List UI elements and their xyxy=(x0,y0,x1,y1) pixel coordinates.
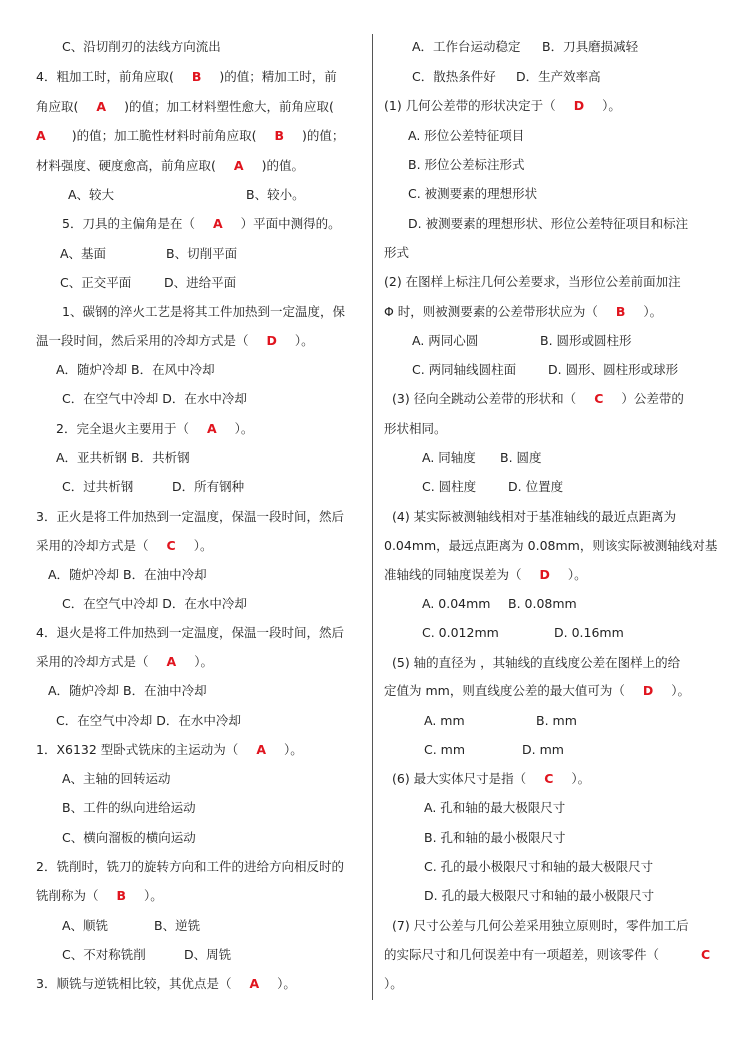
question-text: (7) 尺寸公差与几何公差采用独立原则时，零件加工后 xyxy=(392,918,689,933)
question-text: D. 圆形、圆柱形或球形 xyxy=(548,362,679,377)
question-text: 1、碳钢的淬火工艺是将其工件加热到一定温度，保 xyxy=(62,304,345,319)
question-text: ）。 xyxy=(571,771,591,786)
left-line xyxy=(56,450,190,466)
question-text: A．随炉冷却 B．在风中冷却 xyxy=(56,362,215,377)
right-line xyxy=(384,304,662,320)
answer-mark: A xyxy=(233,158,244,173)
question-text: B、工件的纵向进给运动 xyxy=(62,800,196,815)
left-line xyxy=(36,128,344,144)
right-line xyxy=(408,216,688,232)
right-line xyxy=(422,596,577,612)
question-text: A. 两同心圆 xyxy=(412,333,479,348)
question-text: ）。 xyxy=(194,654,213,669)
question-text: D. mm xyxy=(522,742,564,757)
question-text: D、进给平面 xyxy=(164,275,237,290)
left-line xyxy=(62,596,247,612)
question-text: (2) 在图样上标注几何公差要求，当形位公差前面加注 xyxy=(384,274,681,289)
question-text: C、正交平面 xyxy=(60,275,132,290)
question-text: ）。 xyxy=(384,976,403,991)
question-text: B、逆铣 xyxy=(154,918,201,933)
right-line xyxy=(392,771,590,787)
question-text: B. 圆形或圆柱形 xyxy=(540,333,632,348)
right-line xyxy=(412,69,601,85)
left-line xyxy=(62,918,201,934)
question-text: C、沿切削刃的法线方向流出 xyxy=(62,39,221,54)
question-text: 角应取( xyxy=(36,99,79,114)
question-text: 的实际尺寸和几何误差中有一项超差，则该零件（ xyxy=(384,947,660,962)
question-text: C、不对称铣削 xyxy=(62,947,146,962)
question-text: 形状相同。 xyxy=(384,421,447,436)
left-line xyxy=(36,888,163,904)
left-line xyxy=(36,742,303,758)
question-text: 采用的冷却方式是（ xyxy=(36,654,149,669)
question-text: D. 0.16mm xyxy=(554,625,624,640)
answer-mark: B xyxy=(116,888,127,903)
question-text: (3) 径向全跳动公差带的形状和（ xyxy=(392,391,577,406)
right-line xyxy=(412,362,679,378)
question-text: C．在空气中冷却 D．在水中冷却 xyxy=(62,596,247,611)
question-text: C. 圆柱度 xyxy=(422,479,477,494)
question-text: 3．正火是将工件加热到一定温度，保温一段时间，然后 xyxy=(36,509,344,524)
answer-mark: A xyxy=(212,216,223,231)
column-divider xyxy=(372,34,373,1000)
right-line xyxy=(384,976,403,992)
left-line xyxy=(62,304,345,320)
question-text: Φ 时，则被测要素的公差带形状应为（ xyxy=(384,304,598,319)
right-line xyxy=(384,947,711,963)
question-text: ）。 xyxy=(567,567,587,582)
question-text: A．随炉冷却 B．在油中冷却 xyxy=(48,567,207,582)
question-text: B. mm xyxy=(536,713,577,728)
question-text: B. 0.08mm xyxy=(508,596,577,611)
answer-mark: A xyxy=(96,99,107,114)
right-line xyxy=(412,333,632,349)
answer-mark: D xyxy=(573,98,585,113)
question-text: C. 0.012mm xyxy=(422,625,499,640)
question-text: 5．刀具的主偏角是在（ xyxy=(62,216,195,231)
answer-mark: D xyxy=(266,333,277,348)
question-text: 2．铣削时，铣刀的旋转方向和工件的进给方向相反时的 xyxy=(36,859,344,874)
right-line xyxy=(424,742,564,758)
question-text: 定值为 mm，则直线度公差的最大值可为（ xyxy=(384,683,625,698)
question-text: A. 形位公差特征项目 xyxy=(408,128,525,143)
right-line xyxy=(408,128,524,144)
left-line xyxy=(62,39,221,55)
question-text: A、基面 xyxy=(60,246,107,261)
left-line xyxy=(36,99,334,115)
question-text: B. 形位公差标注形式 xyxy=(408,157,525,172)
left-line xyxy=(60,246,238,262)
question-text: 1．X6132 型卧式铣床的主运动为（ xyxy=(36,742,239,757)
right-line xyxy=(424,859,653,875)
left-line xyxy=(56,421,253,437)
left-line xyxy=(56,362,215,378)
left-line xyxy=(62,216,341,232)
question-text: 准轴线的同轴度误差为（ xyxy=(384,567,522,582)
right-line xyxy=(422,479,564,495)
answer-mark: D xyxy=(642,683,654,698)
question-text: A、顺铣 xyxy=(62,918,109,933)
right-line xyxy=(384,274,681,290)
question-text: (6) 最大实体尺寸是指（ xyxy=(392,771,527,786)
answer-mark: D xyxy=(539,567,550,582)
question-text: C. 被测要素的理想形状 xyxy=(408,186,538,201)
right-line xyxy=(384,683,690,699)
right-line xyxy=(392,918,689,934)
answer-mark: B xyxy=(191,69,202,84)
left-line xyxy=(48,683,207,699)
question-text: D. 被测要素的理想形状、形位公差特征项目和标注 xyxy=(408,216,689,231)
question-text: ）。 xyxy=(144,888,163,903)
right-line xyxy=(424,800,565,816)
answer-mark: C xyxy=(166,538,176,553)
left-line xyxy=(36,509,344,525)
question-text: 2．完全退火主要用于（ xyxy=(56,421,189,436)
right-line xyxy=(424,888,654,904)
question-text: C、横向溜板的横向运动 xyxy=(62,830,196,845)
answer-mark: A xyxy=(256,742,266,757)
question-text: A. 孔和轴的最大极限尺寸 xyxy=(424,800,566,815)
right-line xyxy=(412,39,639,55)
right-line xyxy=(384,567,587,583)
right-line xyxy=(392,655,680,671)
question-text: B、较小。 xyxy=(246,187,305,202)
question-text: )的值；精加工时，前 xyxy=(219,69,337,84)
question-text: ）平面中测得的。 xyxy=(240,216,341,231)
right-line xyxy=(384,98,621,114)
question-text: D. 位置度 xyxy=(508,479,564,494)
left-line xyxy=(36,538,212,554)
question-text: (5) 轴的直径为 ，其轴线的直线度公差在图样上的给 xyxy=(392,655,681,670)
question-text: A. 0.04mm xyxy=(422,596,491,611)
left-line xyxy=(62,771,171,787)
question-text: (4) 某实际被测轴线相对于基准轴线的最近点距离为 xyxy=(392,509,677,524)
question-text: A. 同轴度 xyxy=(422,450,476,465)
left-line xyxy=(68,187,305,203)
question-text: ）公差带的 xyxy=(621,391,684,406)
question-text: )的值； xyxy=(301,128,345,143)
left-line xyxy=(56,713,241,729)
answer-mark: C xyxy=(701,947,711,962)
question-text: ）。 xyxy=(294,333,314,348)
left-line xyxy=(62,800,196,816)
left-line xyxy=(62,830,196,846)
question-text: ）。 xyxy=(193,538,213,553)
question-text: ）。 xyxy=(671,683,690,698)
question-text: )的值。 xyxy=(261,158,304,173)
question-text: C. 孔的最小极限尺寸和轴的最大极限尺寸 xyxy=(424,859,654,874)
question-text: 3．顺铣与逆铣相比较，其优点是（ xyxy=(36,976,232,991)
left-line xyxy=(62,947,232,963)
question-text: ）。 xyxy=(234,421,254,436)
question-text: ）。 xyxy=(602,98,621,113)
question-text: 温一段时间，然后采用的冷却方式是（ xyxy=(36,333,249,348)
answer-mark: A xyxy=(249,976,260,991)
left-line xyxy=(36,333,314,349)
question-text: C. mm xyxy=(424,742,466,757)
answer-mark: C xyxy=(544,771,554,786)
question-text: A．亚共析钢 B．共析钢 xyxy=(56,450,190,465)
question-text: C．过共析钢 xyxy=(62,479,134,494)
right-line xyxy=(408,186,537,202)
question-text: 0.04mm，最远点距离为 0.08mm，则该实际被测轴线对基 xyxy=(384,538,718,553)
left-line xyxy=(36,859,344,875)
question-text: A. mm xyxy=(424,713,465,728)
question-text: D、周铣 xyxy=(184,947,232,962)
question-text: 铣削称为（ xyxy=(36,888,99,903)
question-text: D．所有钢种 xyxy=(172,479,245,494)
question-text: C．在空气中冷却 D．在水中冷却 xyxy=(56,713,241,728)
answer-mark: C xyxy=(594,391,604,406)
question-text: ）。 xyxy=(284,742,303,757)
question-text: )的值；加工材料塑性愈大，前角应取( xyxy=(124,99,334,114)
right-line xyxy=(384,538,717,554)
left-line xyxy=(48,567,207,583)
question-text: )的值；加工脆性材料时前角应取( xyxy=(71,128,257,143)
question-text: ）。 xyxy=(277,976,296,991)
answer-mark: A xyxy=(206,421,217,436)
answer-mark: B xyxy=(274,128,284,143)
question-text: 采用的冷却方式是（ xyxy=(36,538,149,553)
answer-mark: A xyxy=(166,654,177,669)
left-line xyxy=(36,976,296,992)
left-line xyxy=(36,625,344,641)
question-text: C．散热条件好 xyxy=(412,69,496,84)
left-line xyxy=(36,69,337,85)
right-line xyxy=(392,509,676,525)
right-line xyxy=(422,625,624,641)
left-line xyxy=(62,391,247,407)
left-line xyxy=(36,654,213,670)
answer-mark: B xyxy=(615,304,626,319)
question-text: 4．粗加工时，前角应取( xyxy=(36,69,174,84)
question-text: A．工作台运动稳定 xyxy=(412,39,521,54)
question-text: A、主轴的回转运动 xyxy=(62,771,171,786)
left-line xyxy=(60,275,237,291)
question-text: B、切削平面 xyxy=(166,246,238,261)
right-line xyxy=(392,391,684,407)
question-text: C．在空气中冷却 D．在水中冷却 xyxy=(62,391,247,406)
question-text: A、较大 xyxy=(68,187,115,202)
question-text: ）。 xyxy=(643,304,663,319)
question-text: (1) 几何公差带的形状决定于（ xyxy=(384,98,556,113)
right-line xyxy=(384,421,447,437)
question-text: D. 孔的最大极限尺寸和轴的最小极限尺寸 xyxy=(424,888,655,903)
question-text: B. 圆度 xyxy=(500,450,542,465)
question-text: C. 两同轴线圆柱面 xyxy=(412,362,517,377)
question-text: 4．退火是将工件加热到一定温度，保温一段时间，然后 xyxy=(36,625,344,640)
right-line xyxy=(422,450,542,466)
right-line xyxy=(424,713,577,729)
question-text: B. 孔和轴的最小极限尺寸 xyxy=(424,830,566,845)
question-text: D．生产效率高 xyxy=(516,69,601,84)
left-line xyxy=(36,158,304,174)
left-line xyxy=(62,479,245,495)
question-text: 形式 xyxy=(384,245,410,260)
right-line xyxy=(384,245,409,261)
answer-mark: A xyxy=(36,128,46,143)
question-text: B．刀具磨损减轻 xyxy=(542,39,639,54)
right-line xyxy=(424,830,566,846)
right-line xyxy=(408,157,525,173)
question-text: A．随炉冷却 B．在油中冷却 xyxy=(48,683,207,698)
question-text: 材料强度、硬度愈高，前角应取( xyxy=(36,158,216,173)
